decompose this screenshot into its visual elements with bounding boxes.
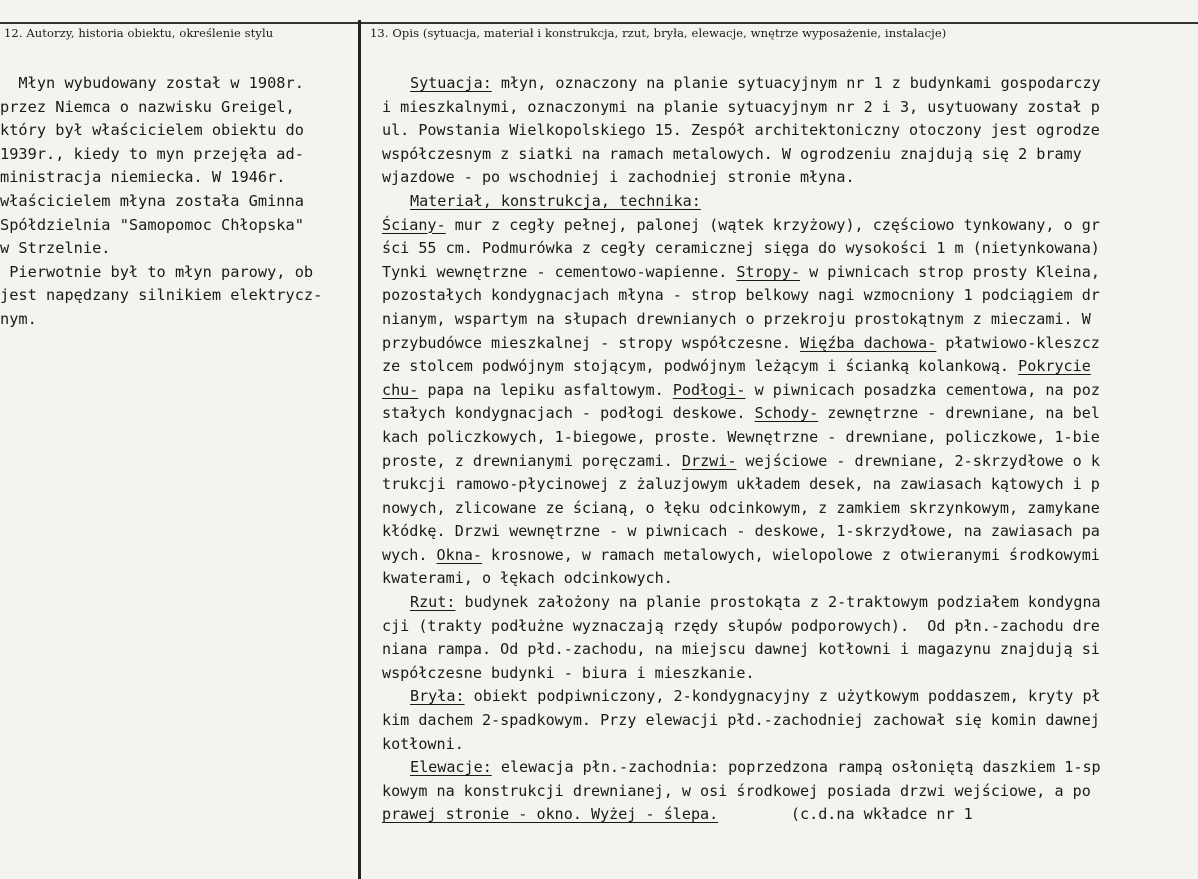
desc-line	[382, 190, 1198, 214]
desc-line: nianym, wspartym na słupach drewnianych o przekroju prostokątnym z mieczami. W	[382, 309, 1091, 328]
desc-line: niana rampa. Od płd.-zachodu, na miejscu dawnej kotłowni i magazynu znajdują si	[382, 640, 1100, 659]
label-okna: Okna-	[436, 545, 482, 564]
desc-line: kwaterami, o łękach odcinkowych.	[382, 569, 673, 588]
desc-line: kotłowni.	[382, 734, 464, 753]
history-line: przez Niemca o nazwisku Greigel,	[0, 97, 295, 116]
desc-line: proste, z drewnianymi poręczami. Drzwi- wejściowe - drewniane, 2-skrzydłowe o k	[382, 451, 1100, 470]
label-sciany: Ściany-	[382, 215, 446, 234]
history-column	[0, 72, 352, 332]
desc-line: Tynki wewnętrzne - cementowo-wapienne. Stropy- w piwnicach strop prosty Kleina,	[382, 262, 1100, 281]
header-description: 13. Opis (sytuacja, materiał i konstrukcja, rzut, bryła, elewacje, wnętrze wyposażenie, instalacje)	[370, 26, 947, 40]
last-line-main: prawej stronie - okno. Wyżej - ślepa.	[382, 805, 719, 824]
history-line: jest napędzany silnikiem elektrycz-	[0, 286, 323, 305]
desc-line: chu- papa na lepiku asfaltowym. Podłogi- w piwnicach posadzka cementowa, na poz	[382, 380, 1100, 399]
desc-line: ści 55 cm. Podmurówka z cegły ceramicznej sięga do wysokości 1 m (nietynkowana)	[382, 239, 1100, 258]
continuation-note: (c.d.na wkładce nr 1	[718, 805, 973, 824]
desc-line	[382, 803, 1198, 827]
desc-line: kowym na konstrukcji drewnianej, w osi środkowej posiada drzwi wejściowe, a po	[382, 781, 1091, 800]
history-line: nym.	[0, 309, 37, 328]
desc-line: trukcji ramowo-płycinowej z żaluzjowym układem desek, na zawiasach kątowych i p	[382, 475, 1100, 494]
desc-line: ul. Powstania Wielkopolskiego 15. Zespół architektoniczny otoczony jest ogrodze	[382, 121, 1100, 140]
label-rzut: Rzut:	[410, 593, 456, 612]
label-wiezba: Więźba dachowa-	[800, 333, 937, 352]
description-column	[382, 72, 1198, 827]
desc-line: Rzut: budynek założony na planie prostokąta z 2-traktowym podziałem kondygna	[410, 593, 1101, 612]
label-sytuacja: Sytuacja:	[410, 74, 492, 92]
label-material: Materiał, konstrukcja, technika:	[410, 191, 701, 210]
label-bryla: Bryła:	[410, 687, 465, 706]
label-drzwi: Drzwi-	[681, 451, 737, 470]
desc-line: kłódkę. Drzwi wewnętrzne - w piwnicach - deskowe, 1-skrzydłowe, na zawiasach pa	[382, 522, 1100, 541]
history-line: w Strzelnie.	[0, 239, 111, 258]
history-line: 1939r., kiedy to myn przejęła ad-	[0, 144, 304, 163]
desc-line: Bryła: obiekt podpiwniczony, 2-kondygnacyjny z użytkowym poddaszem, kryty pł	[410, 687, 1101, 706]
desc-line: cji (trakty podłużne wyznaczają rzędy słupów podporowych). Od płn.-zachodu dre	[382, 616, 1100, 635]
desc-line: kim dachem 2-spadkowym. Przy elewacji płd.-zachodniej zachował się komin dawnej	[382, 711, 1100, 730]
history-line: Młyn wybudowany został w 1908r.	[0, 74, 304, 92]
desc-line: wych. Okna- krosnowe, w ramach metalowych, wielopolowe z otwieranymi środkowymi	[382, 545, 1100, 564]
desc-line: Ściany- mur z cegły pełnej, palonej (wątek krzyżowy), częściowo tynkowany, o gr	[382, 215, 1100, 234]
desc-line: stałych kondygnacjach - podłogi deskowe. Schody- zewnętrzne - drewniane, na bel	[382, 404, 1100, 423]
desc-line: kach policzkowych, 1-biegowe, proste. Wewnętrzne - drewniane, policzkowe, 1-bie	[382, 427, 1100, 446]
desc-line: współczesnym z siatki na ramach metalowych. W ogrodzeniu znajdują się 2 bramy	[382, 144, 1082, 163]
desc-line: pozostałych kondygnacjach młyna - strop belkowy nagi wzmocniony 1 podciągiem dr	[382, 286, 1100, 305]
desc-line: współczesne budynki - biura i mieszkanie.	[382, 663, 755, 682]
column-divider	[358, 20, 361, 879]
label-stropy: Stropy-	[736, 262, 801, 281]
history-line: Pierwotnie był to młyn parowy, ob	[0, 262, 314, 281]
desc-line: Elewacje: elewacja płn.-zachodnia: poprzedzona rampą osłoniętą daszkiem 1-sp	[410, 758, 1101, 777]
label-chu: chu-	[382, 380, 419, 399]
desc-line: nowych, zlicowane ze ścianą, o łęku odcinkowym, z zamkiem skrzynkowym, zamykane	[382, 498, 1100, 517]
label-schody: Schody-	[754, 404, 819, 423]
desc-line: przybudówce mieszkalnej - stropy współczesne. Więźba dachowa- płatwiowo-kleszcz	[382, 333, 1100, 352]
label-pokrycie: Pokrycie	[1018, 357, 1091, 376]
header-rule	[0, 22, 1198, 24]
header-authors-history: 12. Autorzy, historia obiektu, określenie stylu	[4, 26, 274, 40]
desc-line: i mieszkalnymi, oznaczonymi na planie sytuacyjnym nr 2 i 3, usytuowany został p	[382, 97, 1100, 116]
history-line: który był właścicielem obiektu do	[0, 121, 304, 140]
history-line: właścicielem młyna została Gminna	[0, 191, 304, 210]
desc-line: Sytuacja: młyn, oznaczony na planie sytuacyjnym nr 1 z budynkami gospodarczy	[410, 74, 1101, 92]
desc-line: wjazdowe - po wschodniej i zachodniej stronie młyna.	[382, 168, 855, 187]
history-line: Spółdzielnia "Samopomoc Chłopska"	[0, 215, 304, 234]
history-line: ministracja niemiecka. W 1946r.	[0, 168, 286, 187]
desc-line: ze stolcem podwójnym stojącym, podwójnym leżącym i ścianką kolankową. Pokrycie	[382, 357, 1091, 376]
label-podlogi: Podłogi-	[672, 380, 746, 399]
label-elewacje: Elewacje:	[410, 758, 492, 777]
